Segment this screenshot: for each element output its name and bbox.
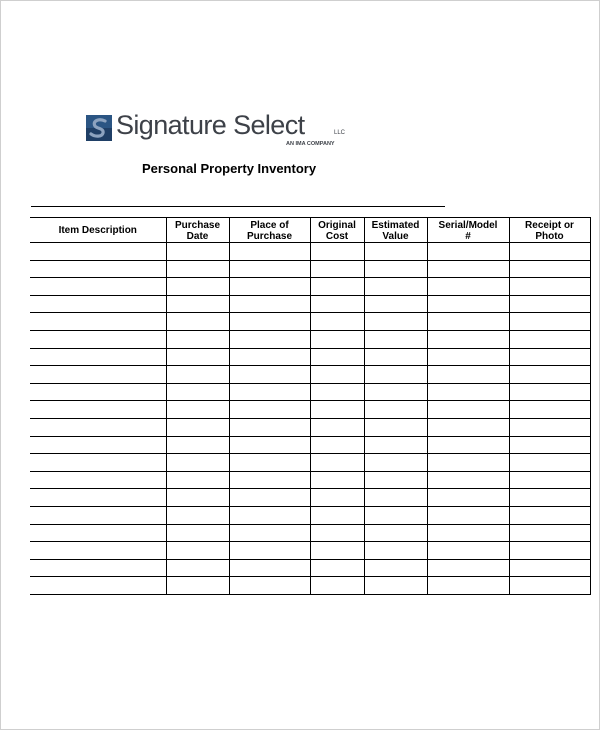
- table-cell[interactable]: [509, 330, 590, 348]
- table-row: [30, 471, 590, 489]
- table-cell[interactable]: [509, 295, 590, 313]
- table-cell[interactable]: [427, 243, 509, 261]
- table-row: [30, 366, 590, 384]
- table-cell[interactable]: [427, 506, 509, 524]
- table-cell[interactable]: [229, 330, 310, 348]
- table-cell[interactable]: [166, 418, 229, 436]
- table-cell[interactable]: [310, 559, 364, 577]
- table-cell[interactable]: [30, 471, 166, 489]
- brand-name: Signature Select: [116, 110, 305, 140]
- table-cell[interactable]: [364, 418, 427, 436]
- table-cell[interactable]: [310, 330, 364, 348]
- table-cell[interactable]: [427, 542, 509, 560]
- table-cell[interactable]: [427, 348, 509, 366]
- table-cell[interactable]: [427, 577, 509, 595]
- table-cell[interactable]: [229, 243, 310, 261]
- table-cell[interactable]: [427, 489, 509, 507]
- table-cell[interactable]: [229, 401, 310, 419]
- table-cell[interactable]: [310, 313, 364, 331]
- table-cell[interactable]: [30, 348, 166, 366]
- table-cell[interactable]: [364, 436, 427, 454]
- column-header-estimated-value: Estimated Value: [364, 218, 427, 243]
- table-cell[interactable]: [427, 436, 509, 454]
- table-cell[interactable]: [310, 418, 364, 436]
- table-cell[interactable]: [166, 313, 229, 331]
- table-cell[interactable]: [310, 506, 364, 524]
- table-cell[interactable]: [229, 471, 310, 489]
- table-cell[interactable]: [229, 577, 310, 595]
- table-cell[interactable]: [509, 243, 590, 261]
- table-cell[interactable]: [427, 454, 509, 472]
- inventory-table: [30, 217, 591, 595]
- table-cell[interactable]: [509, 489, 590, 507]
- table-cell[interactable]: [427, 471, 509, 489]
- table-cell[interactable]: [30, 418, 166, 436]
- table-row: [30, 401, 590, 419]
- table-row: [30, 243, 590, 261]
- table-cell[interactable]: [229, 436, 310, 454]
- table-cell[interactable]: [364, 524, 427, 542]
- table-cell[interactable]: [509, 348, 590, 366]
- table-cell[interactable]: [364, 313, 427, 331]
- table-cell[interactable]: [166, 348, 229, 366]
- table-row: [30, 506, 590, 524]
- table-cell[interactable]: [364, 243, 427, 261]
- table-cell[interactable]: [30, 260, 166, 278]
- table-row: [30, 278, 590, 296]
- brand-tagline: AN IMA COMPANY: [286, 141, 335, 147]
- table-cell[interactable]: [364, 454, 427, 472]
- table-cell[interactable]: [427, 330, 509, 348]
- table-cell[interactable]: [166, 524, 229, 542]
- name-fill-line[interactable]: [31, 206, 445, 207]
- table-cell[interactable]: [427, 559, 509, 577]
- table-cell[interactable]: [509, 401, 590, 419]
- table-cell[interactable]: [364, 383, 427, 401]
- table-cell[interactable]: [166, 506, 229, 524]
- table-cell[interactable]: [509, 383, 590, 401]
- table-row: [30, 313, 590, 331]
- table-row: [30, 454, 590, 472]
- table-cell[interactable]: [364, 401, 427, 419]
- table-cell[interactable]: [509, 471, 590, 489]
- table-cell[interactable]: [229, 278, 310, 296]
- table-cell[interactable]: [310, 295, 364, 313]
- form-title: Personal Property Inventory: [141, 161, 317, 176]
- table-row: [30, 489, 590, 507]
- table-cell[interactable]: [166, 401, 229, 419]
- table-row: [30, 542, 590, 560]
- table-cell[interactable]: [229, 348, 310, 366]
- table-cell[interactable]: [30, 295, 166, 313]
- table-cell[interactable]: [509, 278, 590, 296]
- table-cell[interactable]: [166, 383, 229, 401]
- table-cell[interactable]: [166, 243, 229, 261]
- table-cell[interactable]: [364, 559, 427, 577]
- table-cell[interactable]: [364, 506, 427, 524]
- table-cell[interactable]: [310, 278, 364, 296]
- table-cell[interactable]: [310, 471, 364, 489]
- table-cell[interactable]: [364, 542, 427, 560]
- table-cell[interactable]: [30, 383, 166, 401]
- table-cell[interactable]: [229, 366, 310, 384]
- table-cell[interactable]: [166, 330, 229, 348]
- table-cell[interactable]: [509, 559, 590, 577]
- table-cell[interactable]: [509, 506, 590, 524]
- table-row: [30, 383, 590, 401]
- table-cell[interactable]: [427, 313, 509, 331]
- table-cell[interactable]: [364, 260, 427, 278]
- table-cell[interactable]: [310, 577, 364, 595]
- table-cell[interactable]: [229, 454, 310, 472]
- table-cell[interactable]: [364, 471, 427, 489]
- table-cell[interactable]: [364, 295, 427, 313]
- table-cell[interactable]: [166, 577, 229, 595]
- table-cell[interactable]: [509, 524, 590, 542]
- table-cell[interactable]: [310, 436, 364, 454]
- column-header-item-description: Item Description: [30, 218, 166, 243]
- table-cell[interactable]: [310, 524, 364, 542]
- table-cell[interactable]: [30, 524, 166, 542]
- table-cell[interactable]: [166, 542, 229, 560]
- table-cell[interactable]: [30, 577, 166, 595]
- table-cell[interactable]: [427, 383, 509, 401]
- table-cell[interactable]: [166, 454, 229, 472]
- table-cell[interactable]: [229, 295, 310, 313]
- inventory-table-body: [30, 243, 590, 595]
- table-cell[interactable]: [30, 330, 166, 348]
- table-cell[interactable]: [166, 278, 229, 296]
- table-header-row: [30, 218, 590, 243]
- table-row: [30, 418, 590, 436]
- column-header-purchase-date: Purchase Date: [166, 218, 229, 243]
- table-cell[interactable]: [229, 489, 310, 507]
- table-cell[interactable]: [166, 471, 229, 489]
- table-cell[interactable]: [509, 542, 590, 560]
- table-row: [30, 524, 590, 542]
- table-cell[interactable]: [427, 260, 509, 278]
- table-row: [30, 348, 590, 366]
- table-cell[interactable]: [364, 577, 427, 595]
- table-row: [30, 436, 590, 454]
- table-cell[interactable]: [166, 436, 229, 454]
- table-cell[interactable]: [166, 295, 229, 313]
- table-cell[interactable]: [427, 524, 509, 542]
- table-cell[interactable]: [30, 401, 166, 419]
- column-header-serial-model: Serial/Model #: [427, 218, 509, 243]
- column-header-place-of-purchase: Place of Purchase: [229, 218, 310, 243]
- table-cell[interactable]: [427, 401, 509, 419]
- table-cell[interactable]: [30, 559, 166, 577]
- table-cell[interactable]: [509, 454, 590, 472]
- table-cell[interactable]: [364, 366, 427, 384]
- brand-suffix: LLC: [334, 130, 346, 136]
- table-cell[interactable]: [509, 260, 590, 278]
- column-header-original-cost: Original Cost: [310, 218, 364, 243]
- table-cell[interactable]: [30, 436, 166, 454]
- table-cell[interactable]: [30, 506, 166, 524]
- table-cell[interactable]: [166, 559, 229, 577]
- table-cell[interactable]: [310, 243, 364, 261]
- table-cell[interactable]: [509, 366, 590, 384]
- table-cell[interactable]: [229, 542, 310, 560]
- table-cell[interactable]: [509, 577, 590, 595]
- table-cell[interactable]: [364, 278, 427, 296]
- table-row: [30, 577, 590, 595]
- table-cell[interactable]: [310, 348, 364, 366]
- table-cell[interactable]: [30, 489, 166, 507]
- table-cell[interactable]: [364, 489, 427, 507]
- table-cell[interactable]: [30, 542, 166, 560]
- table-cell[interactable]: [509, 436, 590, 454]
- table-cell[interactable]: [30, 278, 166, 296]
- table-cell[interactable]: [30, 366, 166, 384]
- table-cell[interactable]: [509, 313, 590, 331]
- table-cell[interactable]: [30, 454, 166, 472]
- table-cell[interactable]: [229, 524, 310, 542]
- table-cell[interactable]: [364, 348, 427, 366]
- table-cell[interactable]: [229, 313, 310, 331]
- table-cell[interactable]: [364, 330, 427, 348]
- table-cell[interactable]: [30, 243, 166, 261]
- table-cell[interactable]: [427, 366, 509, 384]
- table-cell[interactable]: [427, 295, 509, 313]
- table-cell[interactable]: [427, 418, 509, 436]
- table-cell[interactable]: [310, 542, 364, 560]
- table-cell[interactable]: [166, 260, 229, 278]
- table-cell[interactable]: [310, 401, 364, 419]
- table-cell[interactable]: [166, 366, 229, 384]
- table-cell[interactable]: [229, 260, 310, 278]
- table-row: [30, 330, 590, 348]
- table-cell[interactable]: [229, 506, 310, 524]
- table-cell[interactable]: [166, 489, 229, 507]
- table-cell[interactable]: [310, 383, 364, 401]
- table-cell[interactable]: [30, 313, 166, 331]
- table-cell[interactable]: [229, 559, 310, 577]
- table-cell[interactable]: [427, 278, 509, 296]
- table-row: [30, 295, 590, 313]
- table-row: [30, 260, 590, 278]
- signature-select-logo-icon: [86, 115, 112, 141]
- table-cell[interactable]: [509, 418, 590, 436]
- table-row: [30, 559, 590, 577]
- table-cell[interactable]: [229, 418, 310, 436]
- table-cell[interactable]: [229, 383, 310, 401]
- table-cell[interactable]: [310, 489, 364, 507]
- table-cell[interactable]: [310, 454, 364, 472]
- column-header-receipt-or-photo: Receipt or Photo: [509, 218, 590, 243]
- table-cell[interactable]: [310, 366, 364, 384]
- table-cell[interactable]: [310, 260, 364, 278]
